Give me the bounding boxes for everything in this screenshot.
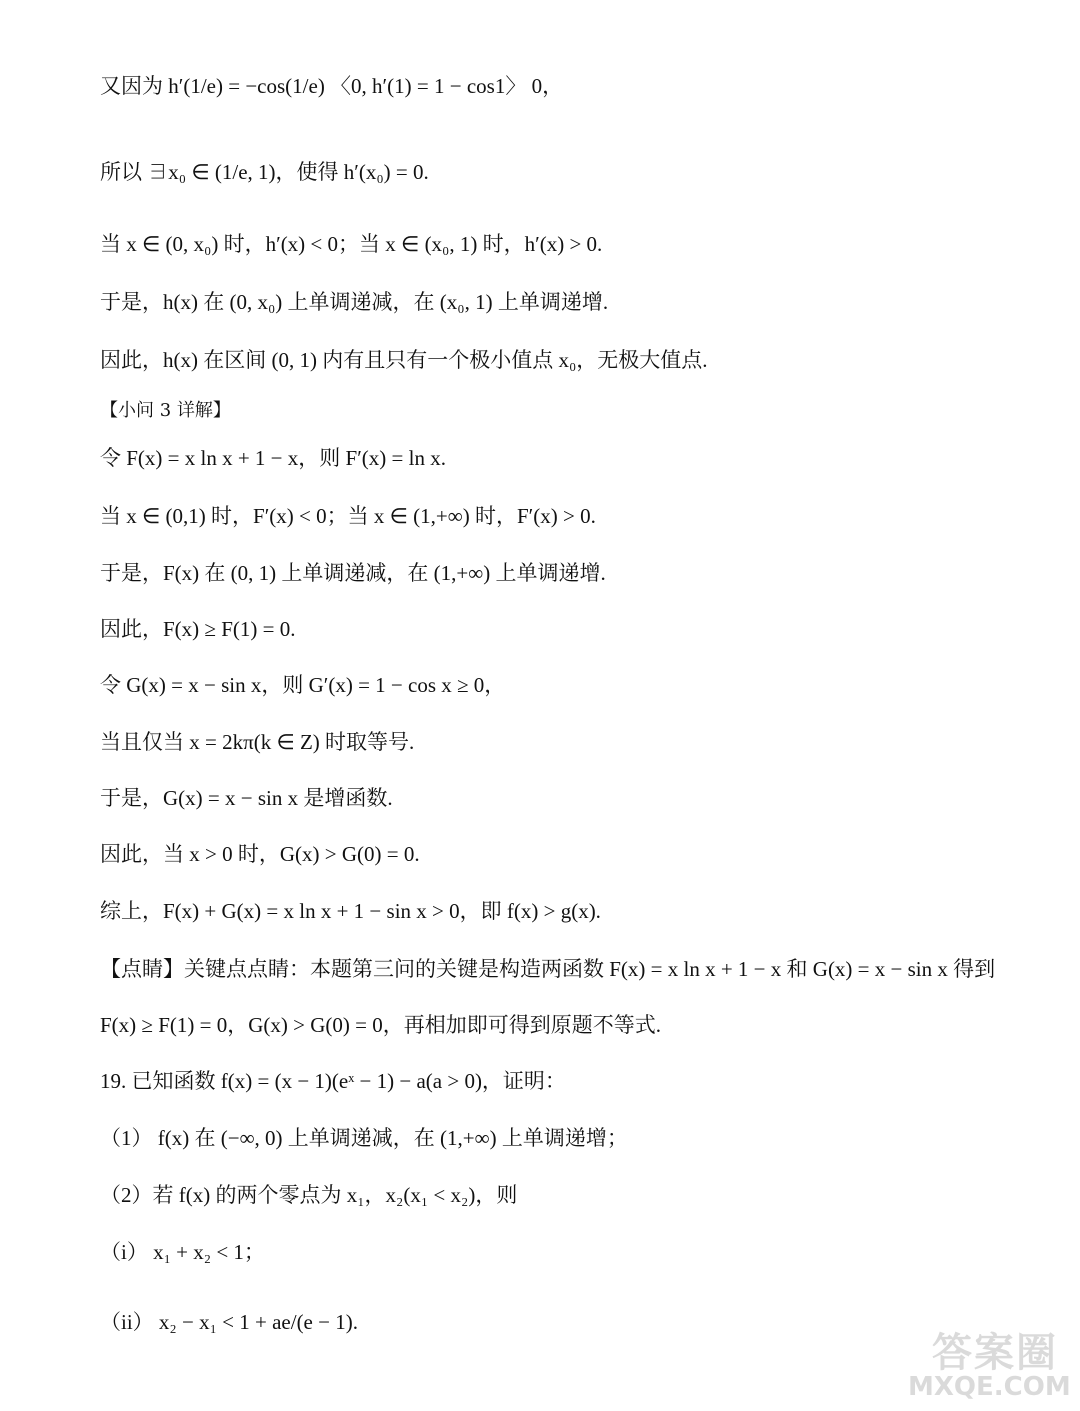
problem-19-title: 19. 已知函数 f(x) = (x − 1)(eˣ − 1) − a(a > 0)，证明： — [100, 1069, 566, 1093]
text-line-3: 当 x ∈ (0, x₀) 时，h′(x) < 0；当 x ∈ (x₀, 1) 时，h′(x) > 0. — [100, 232, 603, 256]
text-line-11: 令 G(x) = x − sin x，则 G′(x) = 1 − cos x ≥ 0， — [100, 673, 506, 697]
text-line-14: 因此，当 x > 0 时，G(x) > G(0) = 0. — [100, 842, 420, 866]
text-line-1: 又因为 h′(1/e) = −cos(1/e) 〈0, h′(1) = 1 − cos1〉 0， — [100, 74, 564, 98]
text-line-4: 于是，h(x) 在 (0, x₀) 上单调递减，在 (x₀, 1) 上单调递增. — [100, 290, 609, 314]
text-line-17: F(x) ≥ F(1) = 0，G(x) > G(0) = 0，再相加即可得到原题不等式. — [100, 1013, 661, 1037]
text-line-12: 当且仅当 x = 2kπ(k ∈ Z) 时取等号. — [100, 730, 415, 754]
section-heading-q3: 【小问 3 详解】 — [100, 400, 231, 421]
problem-19-part-2ii: （ii） x₂ − x₁ < 1 + ae/(e − 1). — [100, 1310, 358, 1334]
text-line-8: 当 x ∈ (0,1) 时，F′(x) < 0；当 x ∈ (1,+∞) 时，F′(x) > 0. — [100, 504, 596, 528]
text-line-5: 因此，h(x) 在区间 (0, 1) 内有且只有一个极小值点 x₀，无极大值点. — [100, 348, 708, 372]
text-line-2: 所以 ∃x₀ ∈ (1/e, 1)，使得 h′(x₀) = 0. — [100, 160, 429, 184]
watermark-logo — [908, 1321, 1071, 1402]
problem-19-part-2: （2）若 f(x) 的两个零点为 x₁，x₂(x₁ < x₂)，则 — [100, 1183, 518, 1207]
text-line-15: 综上，F(x) + G(x) = x ln x + 1 − sin x > 0，即 f(x) > g(x). — [100, 899, 601, 923]
problem-19-part-2i: （i） x₁ + x₂ < 1； — [100, 1240, 265, 1264]
text-line-9: 于是，F(x) 在 (0, 1) 上单调递减，在 (1,+∞) 上单调递增. — [100, 561, 606, 585]
text-line-7: 令 F(x) = x ln x + 1 − x，则 F′(x) = ln x. — [100, 446, 446, 470]
text-line-10: 因此，F(x) ≥ F(1) = 0. — [100, 617, 296, 641]
watermark-top-text: 答案圈 — [932, 1330, 1058, 1376]
text-line-13: 于是，G(x) = x − sin x 是增函数. — [100, 786, 393, 810]
watermark-bottom-text: MXQE.COM — [908, 1372, 1071, 1402]
text-line-dianjing: 【点睛】关键点点睛：本题第三问的关键是构造两函数 F(x) = x ln x + 1 − x 和 G(x) = x − sin x 得到 — [100, 957, 996, 981]
problem-19-part-1: （1） f(x) 在 (−∞, 0) 上单调递减，在 (1,+∞) 上单调递增； — [100, 1126, 628, 1150]
